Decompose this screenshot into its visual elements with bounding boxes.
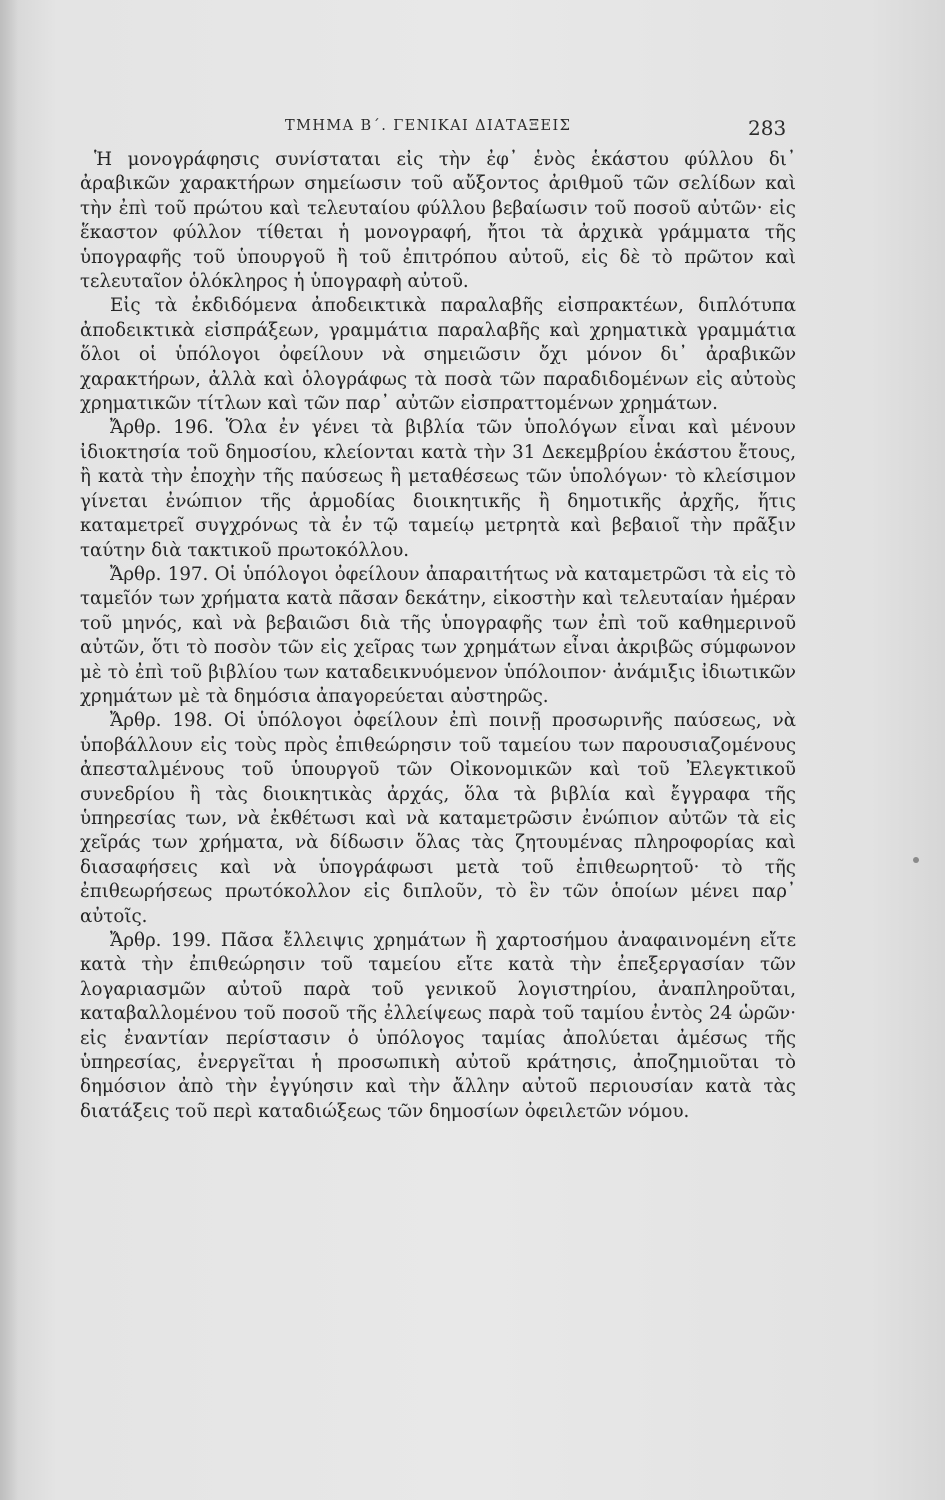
paper-speck [913, 857, 919, 863]
page-header [0, 116, 945, 142]
paragraph-article-196: Ἄρθρ. 196. Ὅλα ἐν γένει τὰ βιβλία τῶν ὑπολόγων εἶναι καὶ μένουν ἰδιοκτησία τοῦ δημοσίου, κλείονται κατὰ τὴν 31 Δεκεμβρίου ἑκάστου ἔτους, ἢ κατὰ τὴν ἐποχὴν τῆς παύσεως ἢ μεταθέσεως τῶν ὑπολόγων· τὸ κλείσιμον γίνεται ἐνώπιον τῆς ἁρμοδίας διοικητικῆς ἢ δημοτικῆς ἀρχῆς, ἥτις καταμετρεῖ συγχρόνως τὰ ἐν τῷ ταμείῳ μετρητὰ καὶ βεβαιοῖ τὴν πρᾶξιν ταύτην διὰ τακτικοῦ πρωτοκόλλου. [80, 417, 796, 561]
body-text [80, 148, 796, 1124]
page-number: 283 [748, 116, 787, 140]
paragraph-article-197: Ἄρθρ. 197. Οἱ ὑπόλογοι ὀφείλουν ἀπαραιτήτως νὰ καταμετρῶσι τὰ εἰς τὸ ταμεῖόν των χρήματα κατὰ πᾶσαν δεκάτην, εἰκοστὴν καὶ τελευταίαν ἡμέραν τοῦ μηνός, καὶ νὰ βεβαιῶσι διὰ τῆς ὑπογραφῆς των ἐπὶ τοῦ καθημερινοῦ αὐτῶν, ὅτι τὸ ποσὸν τῶν εἰς χεῖρας των χρημάτων εἶναι ἀκριβῶς σύμφωνον μὲ τὸ ἐπὶ τοῦ βιβλίου των καταδεικνυόμενον ὑπόλοιπον· ἀνάμιξις ἰδιωτικῶν χρημάτων μὲ τὰ δημόσια ἀπαγορεύεται αὐστηρῶς. [80, 563, 796, 707]
paragraph-article-199: Ἄρθρ. 199. Πᾶσα ἔλλειψις χρημάτων ἢ χαρτοσήμου ἀναφαινομένη εἴτε κατὰ τὴν ἐπιθεώρησιν τοῦ ταμείου εἴτε κατὰ τὴν ἐπεξεργασίαν τῶν λογαριασμῶν αὐτοῦ παρὰ τοῦ γενικοῦ λογιστηρίου, ἀναπληροῦται, καταβαλλομένου τοῦ ποσοῦ τῆς ἐλλείψεως παρὰ τοῦ ταμίου ἐντὸς 24 ὡρῶν· εἰς ἐναντίαν περίστασιν ὁ ὑπόλογος ταμίας ἀπολύεται ἀμέσως τῆς ὑπηρεσίας, ἐνεργεῖται ἡ προσωπικὴ αὐτοῦ κράτησις, ἀποζημιοῦται τὸ δημόσιον ἀπὸ τὴν ἐγγύησιν καὶ τὴν ἄλλην αὐτοῦ περιουσίαν κατὰ τὰς διατάξεις τοῦ περὶ καταδιώξεως τῶν δημοσίων ὀφειλετῶν νόμου. [80, 930, 796, 1122]
page-edge-shadow [0, 0, 18, 1500]
paragraph-article-198: Ἄρθρ. 198. Οἱ ὑπόλογοι ὀφείλουν ἐπὶ ποινῇ προσωρινῆς παύσεως, νὰ ὑποβάλλουν εἰς τοὺς πρὸς ἐπιθεώρησιν τοῦ ταμείου των παρουσιαζομένους ἀπεσταλμένους τοῦ ὑπουργοῦ τῶν Οἰκονομικῶν καὶ τοῦ Ἐλεγκτικοῦ συνεδρίου ἢ τὰς διοικητικὰς ἀρχάς, ὅλα τὰ βιβλία καὶ ἔγγραφα τῆς ὑπηρεσίας των, νὰ ἐκθέτωσι καὶ νὰ καταμετρῶσιν ἐνώπιον αὐτῶν τὰ εἰς χεῖράς των χρήματα, νὰ δίδωσιν ὅλας τὰς ζητουμένας πληροφορίας καὶ διασαφήσεις καὶ νὰ ὑπογράφωσι μετὰ τοῦ ἐπιθεωρητοῦ· τὸ τῆς ἐπιθεωρήσεως πρωτόκολλον εἰς διπλοῦν, τὸ ἓν τῶν ὁποίων μένει παρ᾽ αὐτοῖς. [80, 710, 796, 927]
running-head: ΤΜΗΜΑ Β΄. ΓΕΝΙΚΑΙ ΔΙΑΤΑΞΕΙΣ [285, 118, 572, 134]
paragraph-receipts: Εἰς τὰ ἐκδιδόμενα ἀποδεικτικὰ παραλαβῆς εἰσπρακτέων, διπλότυπα ἀποδεικτικὰ εἰσπράξεων, γραμμάτια παραλαβῆς καὶ χρηματικὰ γραμμάτια ὅλοι οἱ ὑπόλογοι ὀφείλουν νὰ σημειῶσιν ὄχι μόνον δι᾽ ἀραβικῶν χαρακτήρων, ἀλλὰ καὶ ὁλογράφως τὰ ποσὰ τῶν παραδιδομένων εἰς αὐτοὺς χρηματικῶν τίτλων καὶ τῶν παρ᾽ αὐτῶν εἰσπραττομένων χρημάτων. [80, 295, 796, 415]
paragraph-monographesis: Ἡ μονογράφησις συνίσταται εἰς τὴν ἐφ᾽ ἑνὸς ἑκάστου φύλλου δι᾽ ἀραβικῶν χαρακτήρων σημείωσιν τοῦ αὔξοντος ἀριθμοῦ τῶν σελίδων καὶ τὴν ἐπὶ τοῦ πρώτου καὶ τελευταίου φύλλου βεβαίωσιν τοῦ ποσοῦ αὐτῶν· εἰς ἕκαστον φύλλον τίθεται ἡ μονογραφή, ἤτοι τὰ ἀρχικὰ γράμματα τῆς ὑπογραφῆς τοῦ ὑπουργοῦ ἢ τοῦ ἐπιτρόπου αὐτοῦ, εἰς δὲ τὸ πρῶτον καὶ τελευταῖον ὁλόκληρος ἡ ὑπογραφὴ αὐτοῦ. [80, 149, 796, 293]
